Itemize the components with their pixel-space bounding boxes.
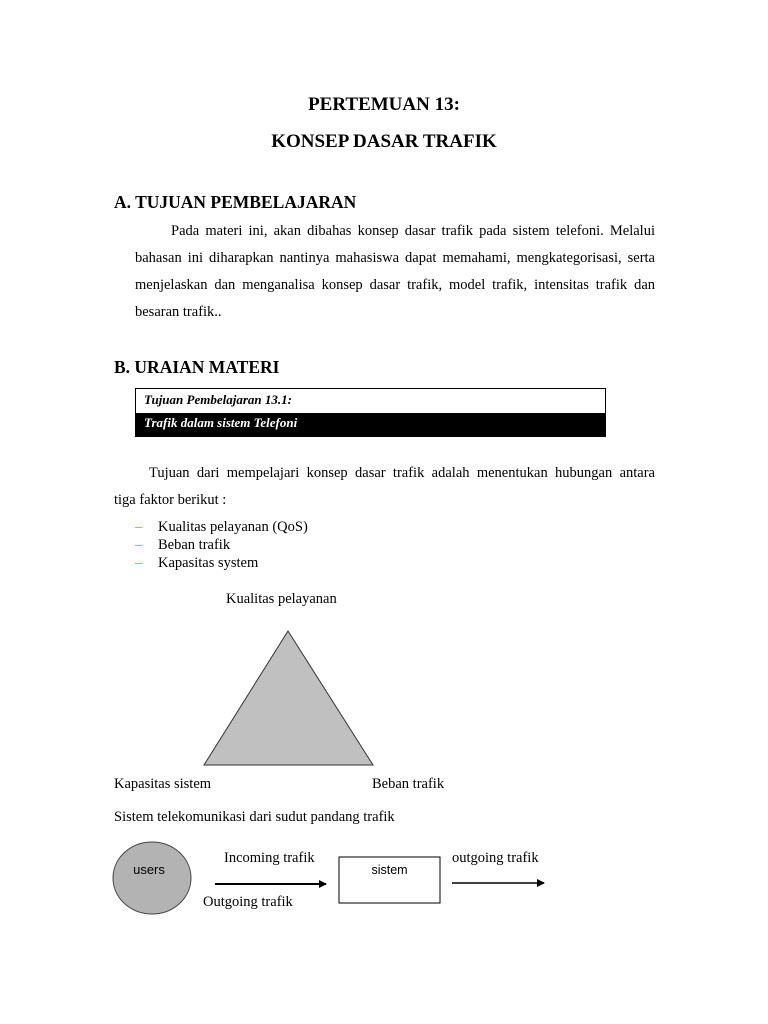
list-item <box>135 536 308 554</box>
flow-caption: Sistem telekomunikasi dari sudut pandang trafik <box>114 809 395 825</box>
list-item-text: Kapasitas system <box>158 555 259 571</box>
section-b-intro-line2: tiga faktor berikut : <box>114 492 227 508</box>
section-a-paragraph-rest: bahasan ini diharapkan nantinya mahasiswa dapat memahami, mengkategorisasi, serta menjelaskan dan menganalisa konsep dasar trafik, model trafik, intensitas trafik dan besaran trafik.. <box>135 250 655 320</box>
dash-bullet-icon: – <box>135 519 143 535</box>
learning-objective-subtitle: Trafik dalam sistem Telefoni <box>136 413 605 437</box>
incoming-trafik-label: Incoming trafik <box>224 850 315 866</box>
triangle-shape <box>204 631 373 765</box>
users-label: users <box>133 862 165 877</box>
section-b-intro <box>114 460 655 514</box>
outgoing-trafik-below-label: Outgoing trafik <box>203 894 293 910</box>
outgoing-trafik-right-label: outgoing trafik <box>452 850 539 866</box>
list-item <box>135 518 308 536</box>
learning-objective-box <box>135 388 606 437</box>
page-title: PERTEMUAN 13: <box>308 94 460 115</box>
section-a-paragraph-first-line: Pada materi ini, akan dibahas konsep dasar trafik pada sistem telefoni. Melalui <box>171 223 655 239</box>
factor-list <box>135 518 308 572</box>
section-b-intro-line1: Tujuan dari mempelajari konsep dasar trafik adalah menentukan hubungan antara <box>149 465 655 481</box>
triangle-left-label: Kapasitas sistem <box>114 776 212 792</box>
triangle-diagram <box>200 626 378 771</box>
section-b-heading: B. URAIAN MATERI <box>114 357 280 377</box>
dash-bullet-icon: – <box>135 537 143 553</box>
section-a-heading: A. TUJUAN PEMBELAJARAN <box>114 192 357 212</box>
section-a-paragraph <box>135 218 655 326</box>
users-circle <box>113 842 191 914</box>
dash-bullet-icon: – <box>135 555 143 571</box>
list-item-text: Beban trafik <box>158 537 231 553</box>
system-label: sistem <box>371 863 408 877</box>
page-subtitle: KONSEP DASAR TRAFIK <box>271 131 497 152</box>
learning-objective-title: Tujuan Pembelajaran 13.1: <box>144 392 292 407</box>
triangle-top-label: Kualitas pelayanan <box>226 591 337 607</box>
triangle-right-label: Beban trafik <box>372 776 445 792</box>
list-item-text: Kualitas pelayanan (QoS) <box>158 519 308 535</box>
list-item <box>135 554 308 572</box>
